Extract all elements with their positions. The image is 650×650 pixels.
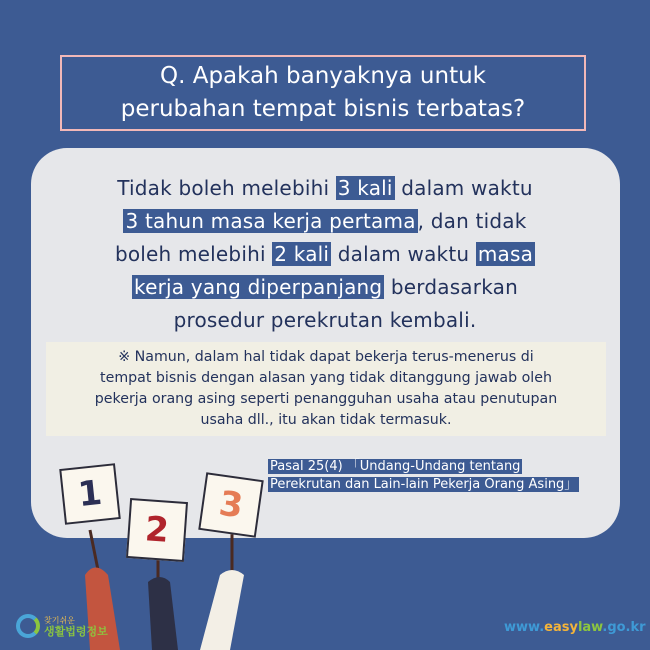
- logo-small-text: 찾기쉬운: [44, 616, 75, 625]
- answer-text: [40, 172, 610, 337]
- magnifier-logo-icon: [16, 614, 40, 638]
- answer-seg: , dan tidak: [417, 209, 527, 233]
- easylaw-logo: [16, 614, 108, 638]
- answer-seg: dalam waktu: [331, 242, 476, 266]
- highlight-3-kali: 3 kali: [337, 176, 393, 200]
- answer-seg: prosedur perekrutan kembali.: [173, 308, 477, 332]
- title-line-1: Q. Apakah banyaknya untuk: [159, 63, 486, 89]
- logo-big-text: 생활법령정보: [44, 625, 108, 638]
- answer-seg: boleh melebihi: [114, 242, 273, 266]
- note-line-4: usaha dll., itu akan tidak termasuk.: [200, 412, 452, 428]
- note-box: [46, 342, 606, 436]
- law-reference: [268, 458, 579, 494]
- highlight-masa: masa: [477, 242, 534, 266]
- site-url: [504, 620, 646, 635]
- sign-number-3: 3: [198, 472, 264, 538]
- answer-line-5: [40, 304, 610, 337]
- highlight-3-tahun: 3 tahun masa kerja pertama: [125, 209, 416, 233]
- url-part-4: .go.kr: [602, 620, 646, 635]
- sign-number-2: 2: [126, 498, 188, 562]
- note-line-2: tempat bisnis dengan alasan yang tidak ditanggung jawab oleh: [100, 370, 552, 386]
- url-part-1: www.: [504, 620, 545, 635]
- arm-3-icon: [200, 570, 244, 650]
- answer-seg: Tidak boleh melebihi: [117, 176, 336, 200]
- highlight-kerja-diperpanjang: kerja yang diperpanjang: [134, 275, 383, 299]
- title-line-2: perubahan tempat bisnis terbatas?: [120, 96, 526, 122]
- answer-line-1: [40, 172, 610, 205]
- note-line-3: pekerja orang asing seperti penangguhan usaha atau penutupan: [94, 391, 558, 407]
- answer-seg: berdasarkan: [384, 275, 518, 299]
- answer-seg: dalam waktu: [394, 176, 533, 200]
- answer-line-3: [40, 238, 610, 271]
- question-title-box: [60, 55, 586, 131]
- highlight-2-kali: 2 kali: [274, 242, 330, 266]
- answer-line-4: [40, 271, 610, 304]
- sign-number-1: 1: [59, 463, 121, 525]
- arm-2-icon: [148, 577, 178, 650]
- note-line-1: ※ Namun, dalam hal tidak dapat bekerja terus-menerus di: [118, 349, 534, 365]
- answer-line-2: [40, 205, 610, 238]
- url-part-2: easy: [544, 620, 578, 635]
- law-ref-line-2: Perekrutan dan Lain-lain Pekerja Orang Asing」: [270, 477, 578, 492]
- law-ref-line-1: Pasal 25(4) 「Undang-Undang tentang: [270, 459, 521, 474]
- url-part-3: law: [577, 620, 603, 635]
